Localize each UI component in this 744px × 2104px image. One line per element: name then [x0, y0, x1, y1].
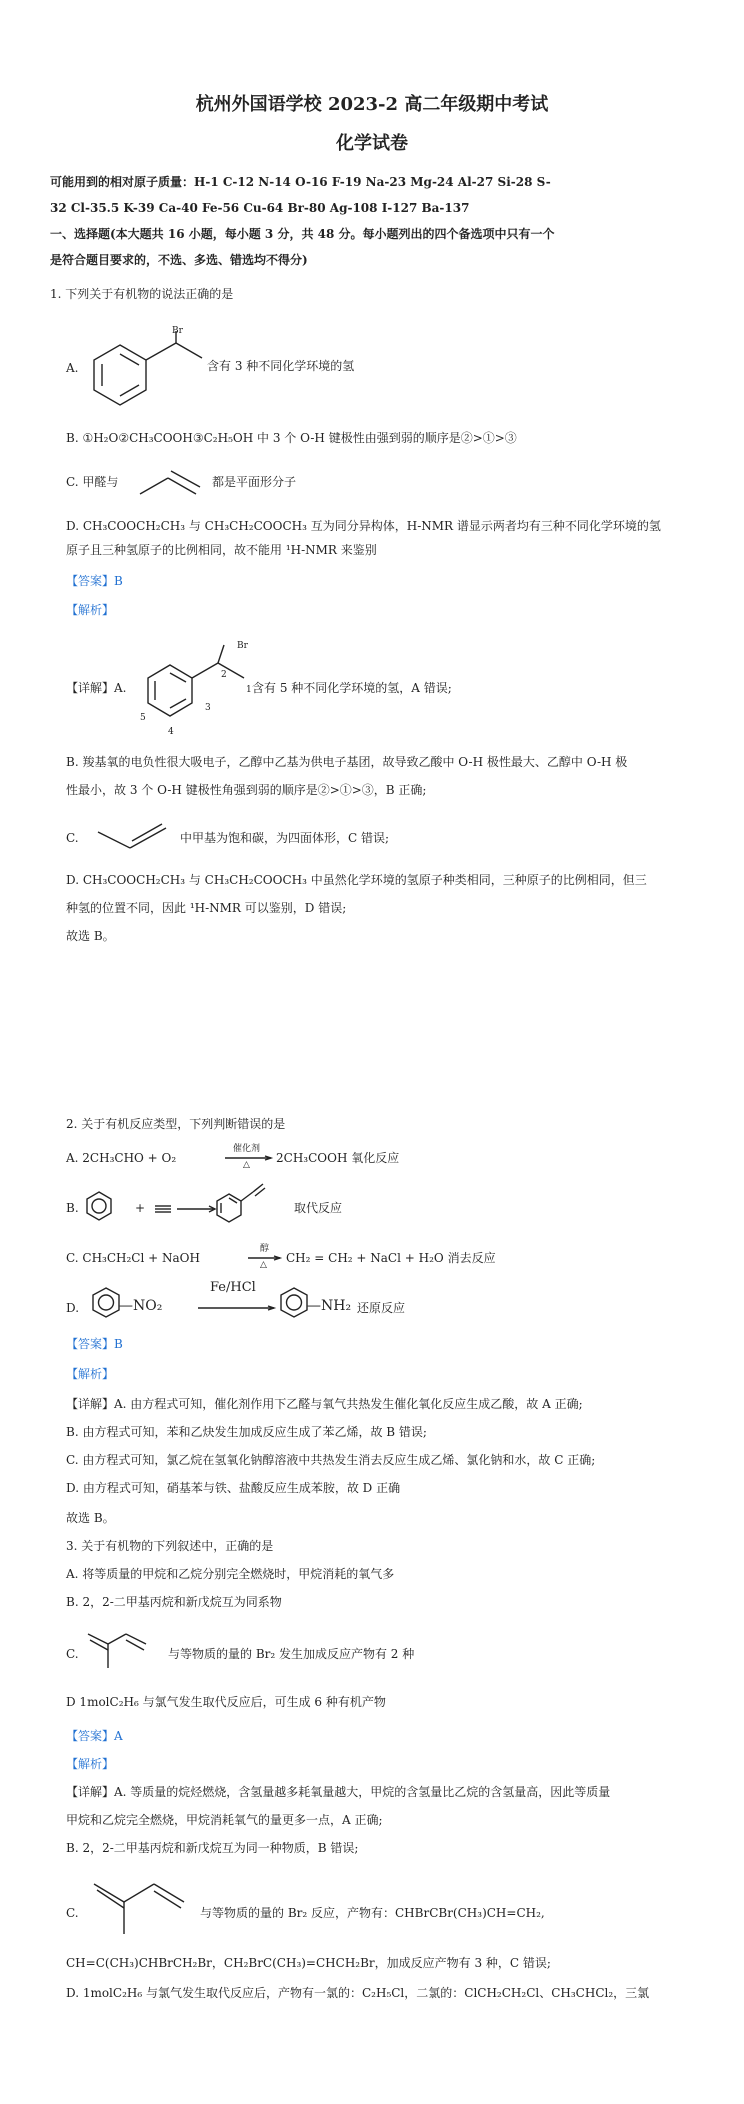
q3-detail-c-label: C. [66, 1906, 79, 1920]
q3-detail-a-line-1: 【详解】A. 等质量的烷烃燃烧，含氢量越多耗氧量越大，甲烷的含氢量比乙烷的含氢量高，因此等质量 [66, 1785, 611, 1799]
q2-a-arrow [225, 1156, 275, 1162]
q1-a-br-label: Br [172, 326, 183, 336]
q2-analysis: 【解析】 [66, 1367, 115, 1381]
q3-answer: 【答案】A [66, 1729, 123, 1743]
detail-h-position-2: 2 [221, 670, 227, 680]
isoprene-structure [86, 1628, 176, 1674]
q2-a-cond-bottom: △ [243, 1160, 250, 1170]
q2-d-no2: —NO₂ [119, 1298, 163, 1314]
q2-stem: 2. 关于有机反应类型，下列判断错误的是 [66, 1117, 286, 1131]
q1-detail-c-text: 中甲基为饱和碳，为四面体形，C 错误; [180, 831, 390, 845]
q2-option-b-label: B. [66, 1201, 79, 1215]
q3-detail-a-line-2: 甲烷和乙烷完全燃烧，甲烷消耗氧气的量更多一点，A 正确; [66, 1813, 383, 1827]
atomic-masses-line-2: 32 Cl-35.5 K-39 Ca-40 Fe-56 Cu-64 Br-80 Ag-108 I-127 Ba-137 [50, 201, 470, 215]
q1-detail-a-text: 含有 5 种不同化学环境的氢，A 错误; [252, 681, 452, 695]
q1-conclusion: 故选 B。 [66, 929, 115, 943]
q2-d-condition: Fe/HCl [210, 1280, 256, 1295]
q3-detail-b: B. 2，2-二甲基丙烷和新戊烷互为同一种物质，B 错误; [66, 1841, 359, 1855]
q3-option-c-label: C. [66, 1647, 79, 1661]
q2-detail-d: D. 由方程式可知，硝基苯与铁、盐酸反应生成苯胺，故 D 正确 [66, 1481, 401, 1495]
q2-detail-a: 【详解】A. 由方程式可知，催化剂作用下乙醛与氧气共热发生催化氧化反应生成乙酸，故 A 正确; [66, 1397, 583, 1411]
atomic-masses-line-1: 可能用到的相对原子质量：H-1 C-12 N-14 O-16 F-19 Na-23 Mg-24 Al-27 Si-28 S- [50, 175, 551, 189]
q2-a-cond-top: 催化剂 [233, 1144, 261, 1154]
section-heading-line-1: 一、选择题(本大题共 16 小题，每小题 3 分，共 48 分。每小题列出的四个备选项中只有一个 [50, 227, 555, 241]
q2-option-a-post: 2CH₃COOH 氧化反应 [276, 1151, 400, 1165]
bromoethylbenzene-structure [80, 325, 220, 425]
q3-detail-c-line-2: CH=C(CH₃)CHBrCH₂Br，CH₂BrC(CH₃)=CHCH₂Br，加成反应产物有 3 种，C 错误; [66, 1956, 551, 1970]
section-heading-line-2: 是符合题目要求的，不选、多选、错选均不得分) [50, 253, 308, 267]
q1-option-d-line-1: D. CH₃COOCH₂CH₃ 与 CH₃CH₂COOCH₃ 互为同分异构体，H-NMR 谱显示两者均有三种不同化学环境的氢 [66, 519, 661, 533]
q3-option-d: D 1molC₂H₆ 与氯气发生取代反应后，可生成 6 种有机产物 [66, 1695, 386, 1709]
q2-d-nh2: —NH₂ [307, 1298, 352, 1314]
q1-option-c-post: 都是平面形分子 [212, 475, 297, 489]
q1-analysis: 【解析】 [66, 603, 115, 617]
q1-option-b: B. ①H₂O②CH₃COOH③C₂H₅OH 中 3 个 O-H 键极性由强到弱的顺序是②>①>③ [66, 431, 517, 445]
detail-h-position-3: 3 [205, 703, 211, 713]
propene-structure [138, 468, 208, 498]
q3-option-c-text: 与等物质的量的 Br₂ 发生加成反应产物有 2 种 [168, 1647, 415, 1661]
q1-stem: 1. 下列关于有机物的说法正确的是 [50, 287, 234, 301]
q1-detail-a-pre: 【详解】A. [66, 681, 127, 695]
q2-answer: 【答案】B [66, 1337, 123, 1351]
q3-detail-c-text: 与等物质的量的 Br₂ 反应，产物有：CHBrCBr(CH₃)CH=CH₂, [200, 1906, 545, 1920]
q2-option-d-label: D. [66, 1301, 80, 1315]
detail-br-label: Br [237, 641, 248, 651]
q1-detail-b-line-2: 性最小，故 3 个 O-H 键极性角强到弱的顺序是②>①>③，B 正确; [66, 783, 427, 797]
q2-option-b-text: 取代反应 [294, 1201, 343, 1215]
q3-analysis: 【解析】 [66, 1757, 115, 1771]
q1-detail-d-line-1: D. CH₃COOCH₂CH₃ 与 CH₃CH₂COOCH₃ 中虽然化学环境的氢原子种类相同，三种原子的比例相同，但三 [66, 873, 647, 887]
q3-option-a: A. 将等质量的甲烷和乙烷分别完全燃烧时，甲烷消耗的氧气多 [66, 1567, 395, 1581]
benzene-structure [85, 1190, 125, 1224]
q2-option-c: C. CH₃CH₂Cl + NaOH [66, 1251, 200, 1265]
styrene-structure [215, 1180, 285, 1225]
q1-detail-b-line-1: B. 羧基氧的电负性很大吸电子，乙醇中乙基为供电子基团，故导致乙酸中 O-H 极性最大、乙醇中 O-H 极 [66, 755, 628, 769]
detail-h-position-1: 1 [246, 685, 252, 695]
q2-conclusion: 故选 B。 [66, 1511, 115, 1525]
exam-title: 杭州外国语学校 2023-2 高二年级期中考试 [195, 94, 549, 115]
q1-option-d-line-2: 原子且三种氢原子的比例相同，故不能用 ¹H-NMR 来鉴别 [66, 543, 377, 557]
detail-isoprene-structure [92, 1876, 202, 1940]
detail-h-position-4: 4 [168, 727, 174, 737]
q3-stem: 3. 关于有机物的下列叙述中，正确的是 [66, 1539, 274, 1553]
q2-c-cond-bottom: △ [260, 1260, 267, 1270]
q2-detail-b: B. 由方程式可知，苯和乙炔发生加成反应生成了苯乙烯，故 B 错误; [66, 1425, 427, 1439]
q1-answer: 【答案】B [66, 574, 123, 588]
q2-option-d-text: 还原反应 [357, 1301, 406, 1315]
q1-option-a-label: A. [66, 361, 79, 375]
q3-option-b: B. 2，2-二甲基丙烷和新戊烷互为同系物 [66, 1595, 282, 1609]
q2-c-cond-top: 醇 [260, 1244, 270, 1254]
q1-option-a-text: 含有 3 种不同化学环境的氢 [207, 359, 355, 373]
q2-b-plus: + [135, 1201, 146, 1215]
q2-d-arrow [198, 1306, 278, 1312]
q2-option-a: A. 2CH₃CHO + O₂ [66, 1151, 177, 1165]
q3-detail-d: D. 1molC₂H₆ 与氯气发生取代反应后，产物有一氯的：C₂H₅Cl，二氯的：ClCH₂CH₂Cl、CH₃CHCl₂，三氯 [66, 1986, 650, 2000]
exam-subtitle: 化学试卷 [336, 133, 408, 154]
q1-detail-c-pre: C. [66, 831, 79, 845]
q2-detail-c: C. 由方程式可知，氯乙烷在氢氧化钠醇溶液中共热发生消去反应生成乙烯、氯化钠和水，故 C 正确; [66, 1453, 596, 1467]
detail-propene-structure [96, 822, 176, 852]
detail-h-position-5: 5 [140, 713, 146, 723]
q1-detail-d-line-2: 种氢的位置不同，因此 ¹H-NMR 可以鉴别，D 错误; [66, 901, 347, 915]
q2-option-c-post: CH₂ = CH₂ + NaCl + H₂O 消去反应 [286, 1251, 496, 1265]
q1-option-c-pre: C. 甲醛与 [66, 475, 119, 489]
